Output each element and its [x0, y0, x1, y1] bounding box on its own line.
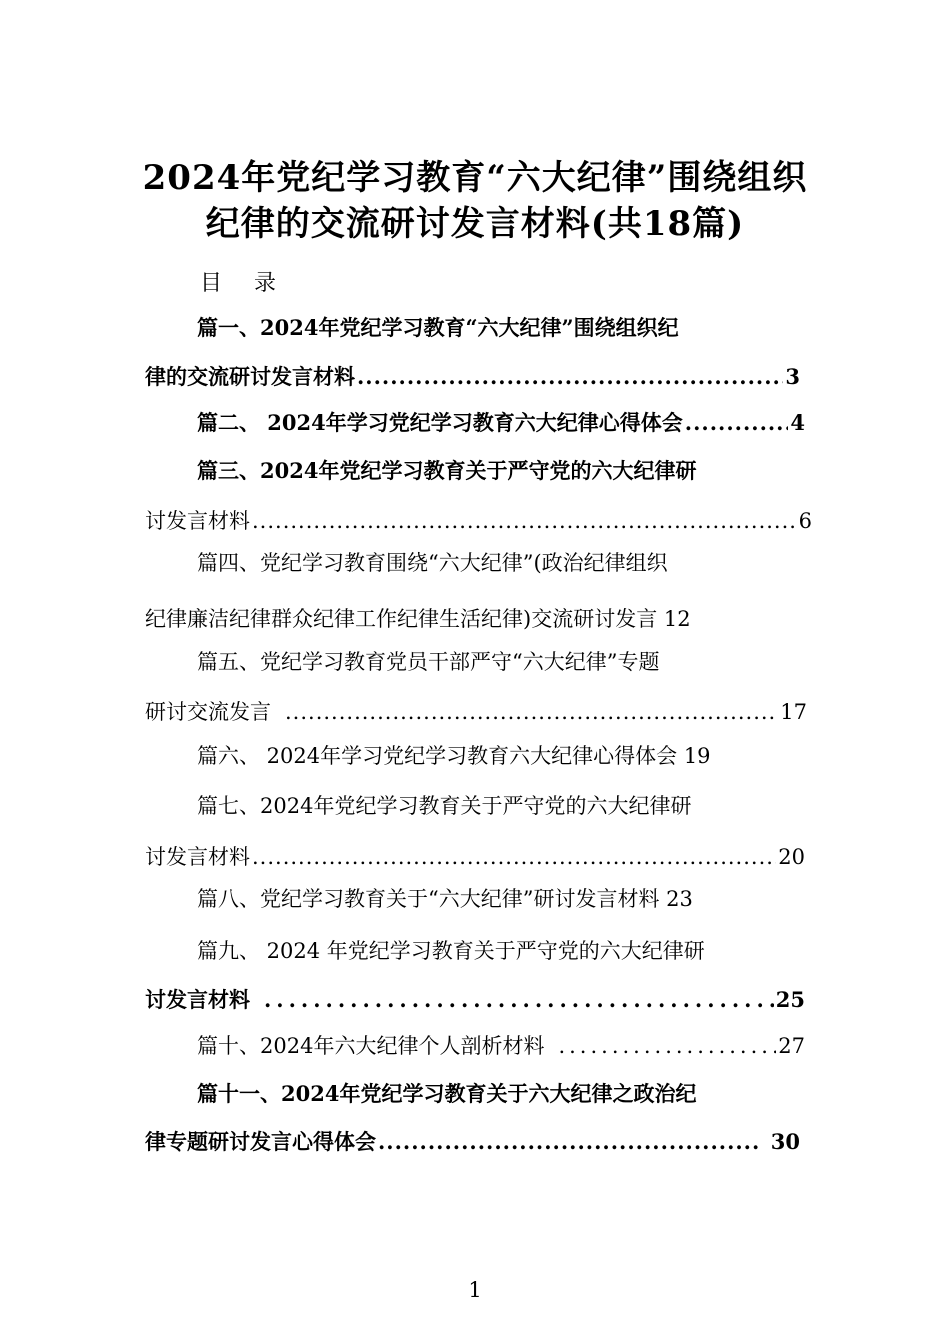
document-title-line-2: 纪律的交流研讨发言材料(共18篇) — [205, 204, 745, 244]
toc-entry-9-title-cont: 讨发言材料 — [145, 987, 250, 1012]
toc-entry-6-title: 篇六、 2024年学习党纪学习教育六大纪律心得体会 — [197, 744, 678, 768]
toc-leader-dots — [252, 509, 797, 533]
toc-entry-3-title-cont: 讨发言材料 — [145, 509, 250, 533]
toc-entry-11 — [145, 1126, 800, 1156]
toc-leader-dots — [378, 1129, 759, 1154]
toc-entry-3-page: 6 — [798, 509, 812, 533]
toc-entry-10-page: 27 — [778, 1034, 805, 1058]
toc-entry-7-title: 篇七、2024年党纪学习教育关于严守党的六大纪律研 — [197, 794, 692, 818]
toc-entry-3-title: 篇三、2024年党纪学习教育关于严守党的六大纪律研 — [197, 458, 697, 483]
toc-entry-7-title-cont: 讨发言材料 — [145, 845, 250, 869]
toc-entry-1-title-cont: 律的交流研讨发言材料 — [145, 364, 355, 389]
toc-heading — [200, 266, 278, 297]
toc-entry-10-title: 篇十、2024年六大纪律个人剖析材料 — [197, 1034, 545, 1058]
toc-entry-9-page: 25 — [775, 987, 805, 1012]
toc-entry-1-page: 3 — [785, 364, 800, 389]
toc-heading-char-2: 录 — [254, 271, 279, 296]
toc-entry-2-page: 4 — [790, 410, 805, 435]
toc-entry-1-title: 篇一、2024年党纪学习教育“六大纪律”围绕组织纪 — [197, 315, 679, 340]
toc-entry-11-title-cont: 律专题研讨发言心得体会 — [145, 1129, 376, 1154]
toc-entry-5-title-cont: 研讨交流发言 — [145, 700, 271, 724]
toc-entry-2-title: 篇二、 2024年学习党纪学习教育六大纪律心得体会 — [197, 410, 683, 435]
toc-entry-5 — [145, 696, 807, 726]
toc-leader-dots — [685, 410, 789, 435]
toc-entry-11-title: 篇十一、2024年党纪学习教育关于六大纪律之政治纪 — [197, 1081, 697, 1106]
document-title-line-1: 2024年党纪学习教育“六大纪律”围绕组织 — [142, 158, 808, 198]
toc-entry-3 — [145, 505, 812, 535]
toc-leader-dots — [285, 700, 778, 724]
page-number: 1 — [468, 1278, 482, 1302]
toc-entry-8 — [197, 883, 693, 913]
toc-entry-8-page: 23 — [666, 887, 693, 911]
toc-entry-4-page: 12 — [663, 607, 691, 631]
toc-entry-2 — [197, 407, 805, 437]
toc-leader-dots — [357, 364, 783, 389]
toc-entry-4-title-cont: 纪律廉洁纪律群众纪律工作纪律生活纪律)交流研讨发言 — [145, 607, 658, 631]
toc-heading-char-1: 目 — [200, 271, 225, 296]
toc-entry-1 — [145, 361, 800, 391]
toc-entry-6-page: 19 — [683, 744, 711, 768]
toc-entry-4 — [145, 603, 691, 633]
toc-entry-5-title: 篇五、党纪学习教育党员干部严守“六大纪律”专题 — [197, 650, 660, 674]
toc-leader-dots — [252, 845, 776, 869]
toc-entry-10 — [197, 1030, 805, 1060]
toc-entry-5-page: 17 — [780, 700, 807, 724]
toc-entry-8-title: 篇八、党纪学习教育关于“六大纪律”研讨发言材料 — [197, 887, 660, 911]
toc-leader-dots — [558, 1034, 776, 1058]
toc-entry-4-title: 篇四、党纪学习教育围绕“六大纪律”(政治纪律组织 — [197, 551, 668, 575]
toc-leader-dots — [264, 987, 774, 1012]
toc-entry-6 — [197, 740, 711, 770]
toc-entry-11-page: 30 — [770, 1129, 800, 1154]
toc-entry-7 — [145, 841, 805, 871]
toc-entry-9-title: 篇九、 2024 年党纪学习教育关于严守党的六大纪律研 — [197, 939, 705, 963]
toc-entry-9 — [145, 984, 805, 1014]
toc-entry-7-page: 20 — [778, 845, 805, 869]
